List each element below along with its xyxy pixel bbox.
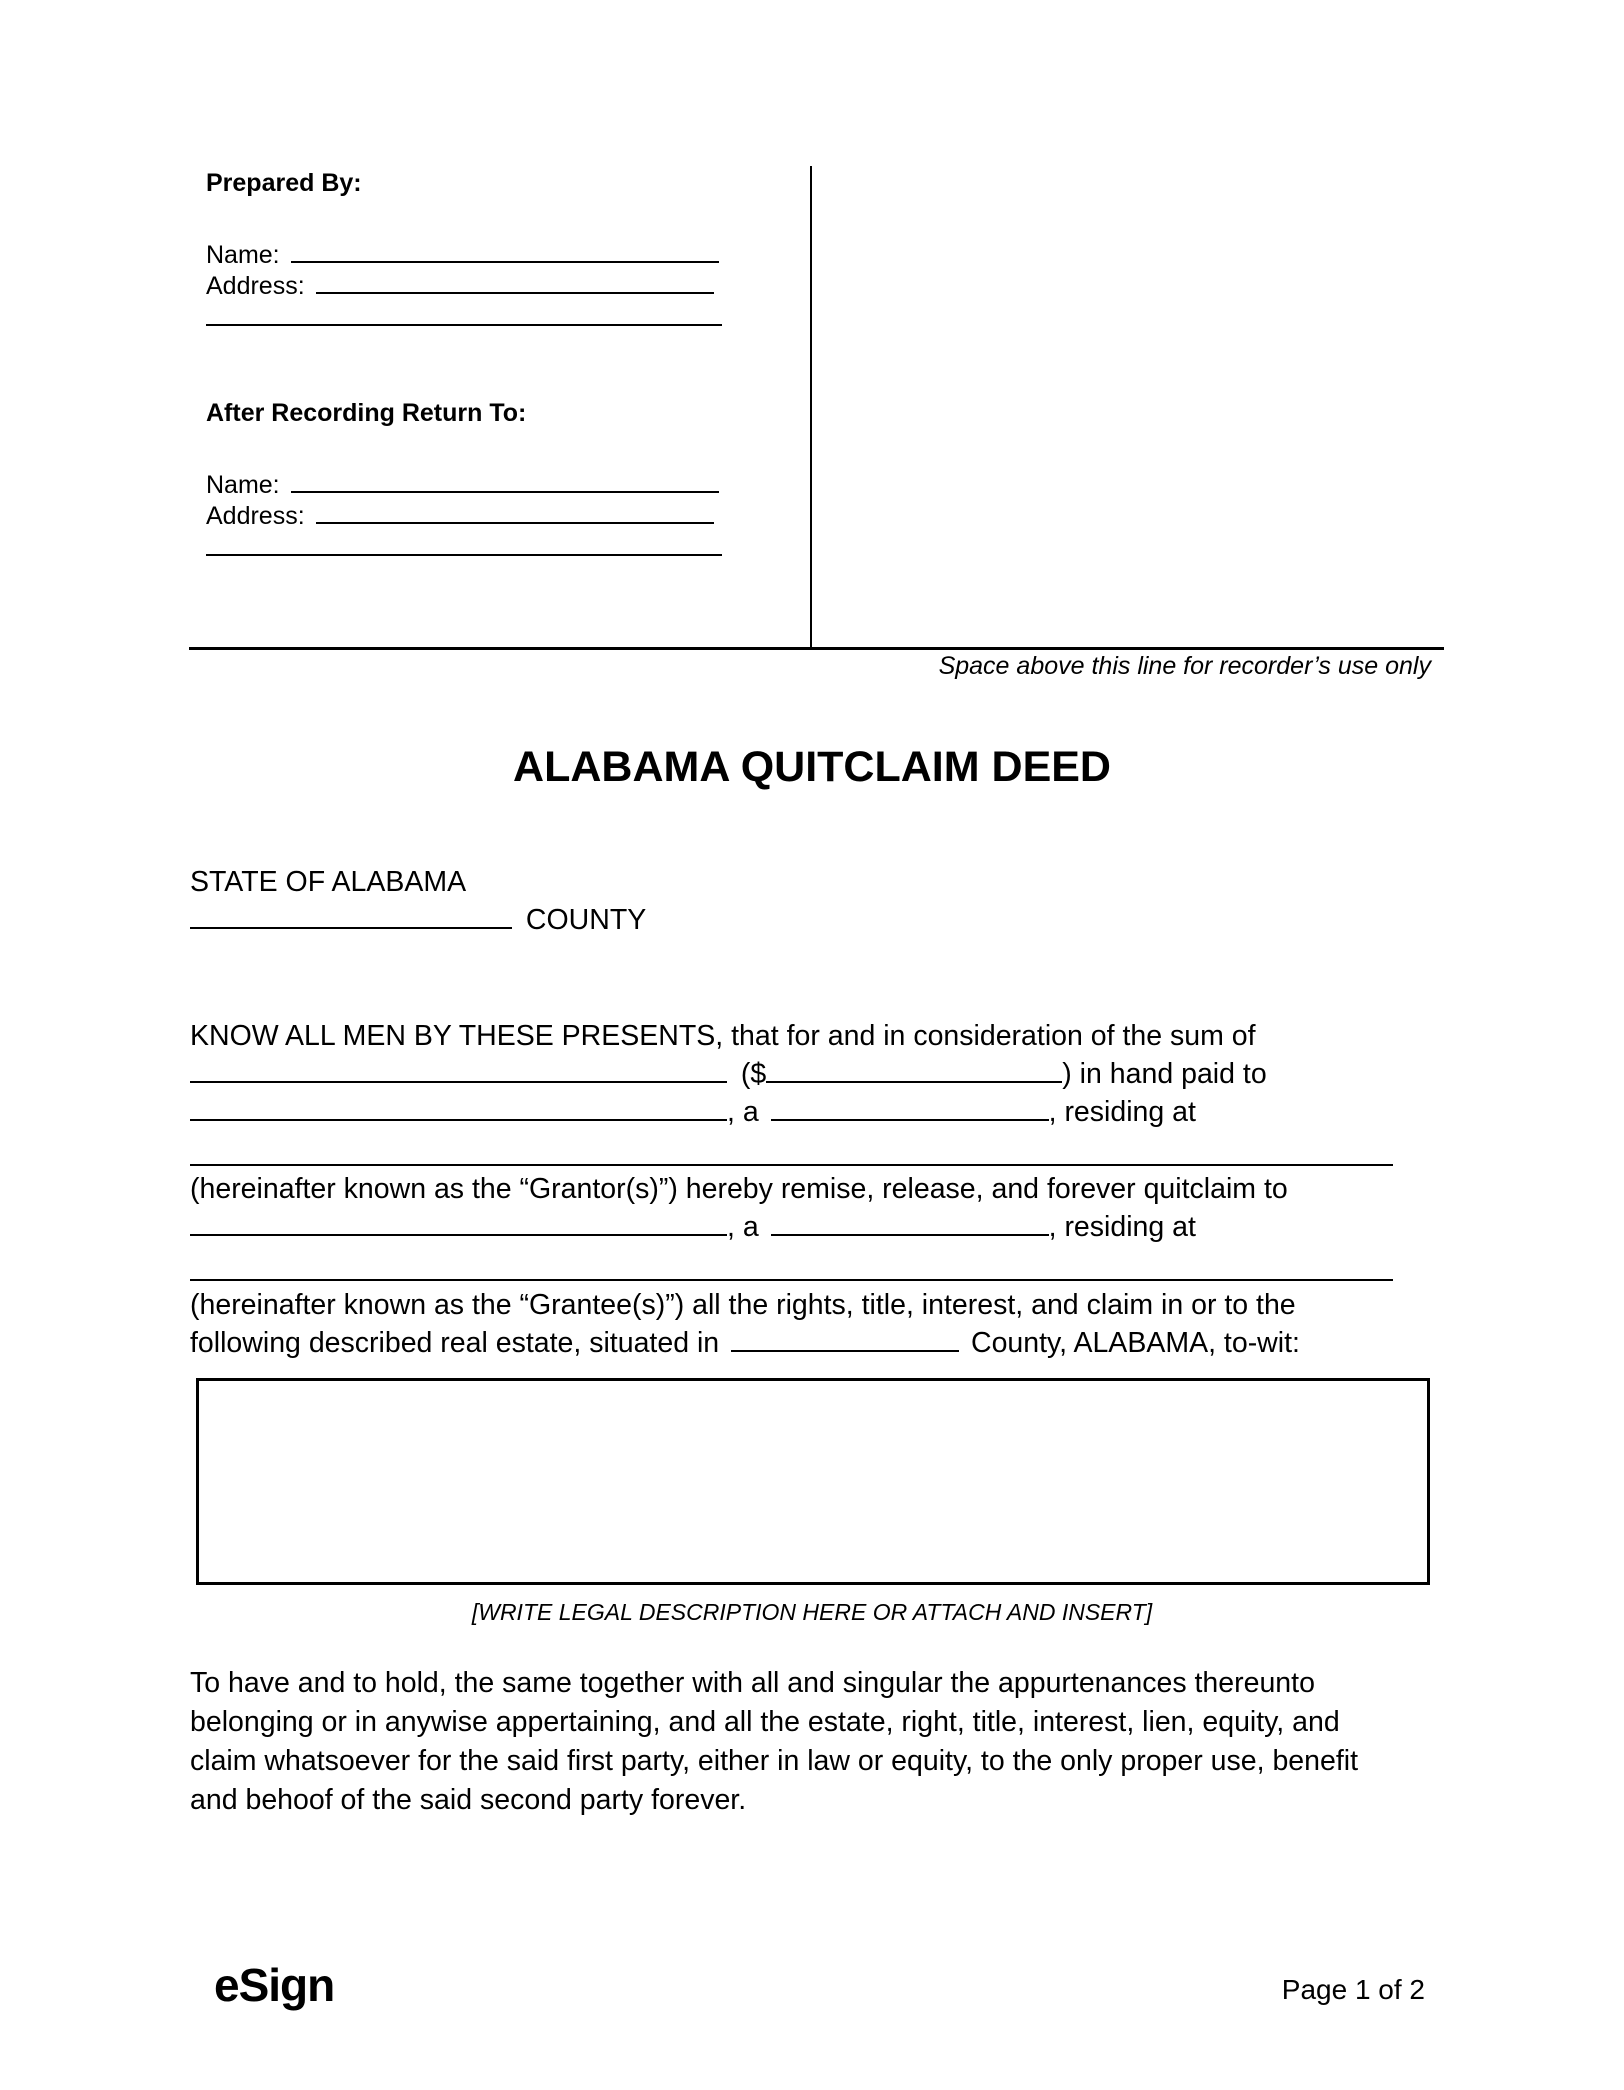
legal-description-caption: [WRITE LEGAL DESCRIPTION HERE OR ATTACH AND INSERT]: [471, 1599, 1153, 1625]
page-number: Page 1 of 2: [1281, 1974, 1425, 2005]
venue-state: STATE OF ALABAMA: [190, 866, 467, 898]
return-to-address-line2[interactable]: [206, 530, 722, 556]
return-to-address-label: Address:: [206, 502, 305, 530]
conveyance-line-6: [190, 1210, 1196, 1244]
prepared-by-name-label: Name:: [206, 241, 280, 269]
document-title: ALABAMA QUITCLAIM DEED: [513, 743, 1111, 791]
prepared-by-name-field[interactable]: [291, 237, 719, 263]
dollar-open-text: ($: [740, 1058, 767, 1090]
recorder-divider-horizontal: [189, 647, 1444, 650]
prepared-by-heading: Prepared By:: [206, 169, 362, 197]
esign-logo: eSign: [214, 1959, 335, 2011]
property-county-field[interactable]: [731, 1326, 959, 1352]
venue-county-label: COUNTY: [525, 904, 647, 936]
situated-suffix: County, ALABAMA, to-wit:: [971, 1327, 1300, 1359]
venue-county-field[interactable]: [190, 903, 512, 929]
recorder-note: Space above this line for recorder’s use only: [938, 652, 1431, 680]
grantee-comma-a: , a: [727, 1211, 759, 1243]
grantor-name-field[interactable]: [190, 1095, 727, 1121]
grantee-name-field[interactable]: [190, 1210, 727, 1236]
grantor-comma-a: , a: [727, 1096, 759, 1128]
legal-description-box[interactable]: [196, 1378, 1430, 1585]
prepared-by-address-line2[interactable]: [206, 300, 722, 326]
conveyance-line-2: [190, 1057, 1267, 1091]
return-to-name-row: [206, 467, 719, 500]
conveyance-line-1: KNOW ALL MEN BY THESE PRESENTS, that for and in consideration of the sum of: [190, 1020, 1256, 1052]
return-to-heading: After Recording Return To:: [206, 399, 527, 427]
prepared-by-name-row: [206, 237, 719, 270]
grantee-residing-at: , residing at: [1048, 1211, 1196, 1243]
habendum-line: claim whatsoever for the said first party, either in law or equity, to the only proper use, benefit: [190, 1745, 1359, 1777]
grantor-status-field[interactable]: [771, 1095, 1049, 1121]
situated-row: [190, 1326, 1300, 1360]
grantee-status-field[interactable]: [771, 1210, 1049, 1236]
grantor-address-field[interactable]: [190, 1142, 1393, 1166]
situated-prefix: following described real estate, situated in: [190, 1327, 720, 1359]
prepared-by-address-label: Address:: [206, 272, 305, 300]
return-to-address-row: [206, 498, 714, 531]
habendum-line: and behoof of the said second party forever.: [190, 1784, 747, 1816]
venue-county-row: [190, 903, 646, 937]
habendum-line: belonging or in anywise appertaining, and all the estate, right, title, interest, lien, equity, and: [190, 1706, 1340, 1738]
consideration-amount-field[interactable]: [766, 1057, 1062, 1083]
return-to-address-field[interactable]: [316, 498, 714, 524]
recorder-divider-vertical: [810, 166, 812, 648]
grantee-clause: (hereinafter known as the “Grantee(s)”) all the rights, title, interest, and claim in or to the: [190, 1289, 1296, 1321]
in-hand-paid-text: ) in hand paid to: [1062, 1058, 1267, 1090]
consideration-words-field[interactable]: [190, 1057, 727, 1083]
habendum-line: To have and to hold, the same together with all and singular the appurtenances thereunto: [190, 1667, 1315, 1699]
grantor-clause: (hereinafter known as the “Grantor(s)”) hereby remise, release, and forever quitclaim to: [190, 1173, 1288, 1205]
return-to-name-field[interactable]: [291, 467, 719, 493]
grantee-address-field[interactable]: [190, 1257, 1393, 1281]
conveyance-line-3: [190, 1095, 1196, 1129]
prepared-by-address-row: [206, 268, 714, 301]
grantor-residing-at: , residing at: [1048, 1096, 1196, 1128]
return-to-name-label: Name:: [206, 471, 280, 499]
prepared-by-address-field[interactable]: [316, 268, 714, 294]
